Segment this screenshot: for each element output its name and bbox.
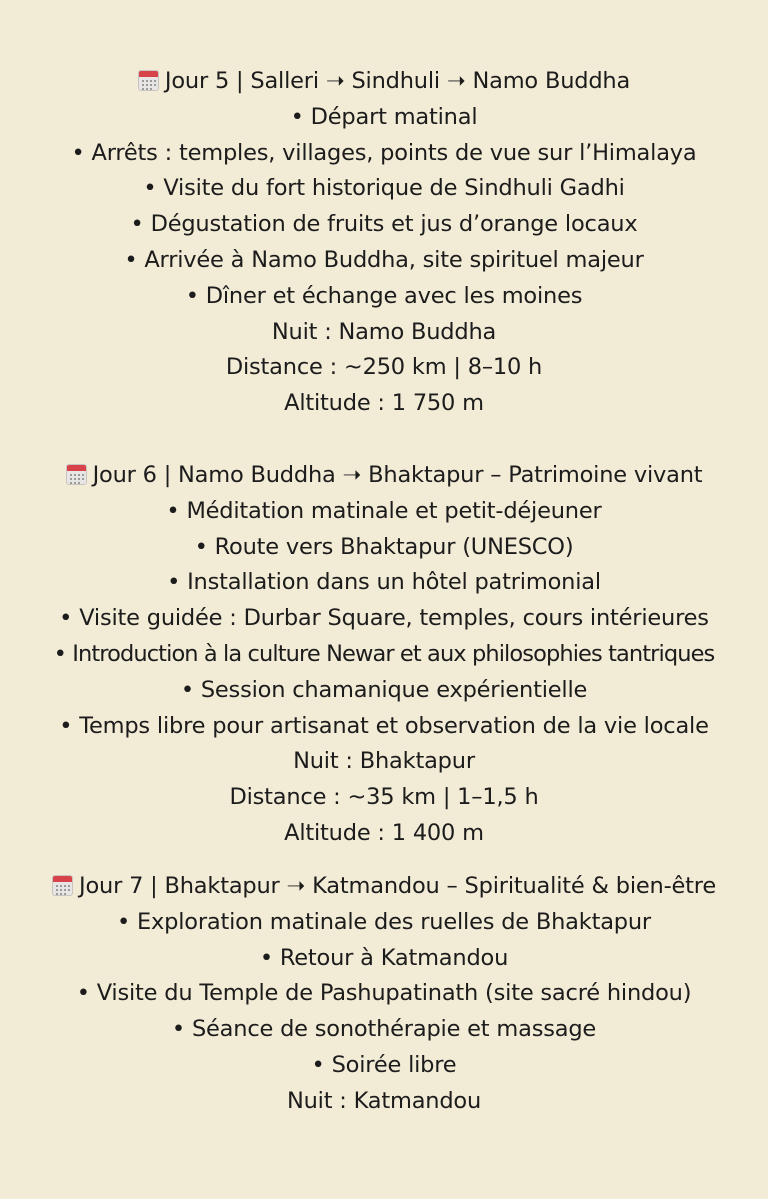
calendar-icon (138, 70, 159, 91)
day-5-title (0, 64, 768, 100)
day-5-altitude: Altitude : 1 750 m (284, 390, 484, 417)
day-5-section (0, 64, 768, 422)
day-7-title-text: Jour 7 | Bhaktapur ➝ Katmandou – Spiritualité & bien-être (79, 873, 716, 899)
day-5-distance: Distance : ~250 km | 8–10 h (225, 354, 543, 381)
day-5-night: Nuit : Namo Buddha (271, 318, 497, 345)
day-7-night: Nuit : Katmandou (286, 1087, 482, 1114)
day-6-section (0, 458, 768, 852)
day-7-bullet-1: • Exploration matinale des ruelles de Bhaktapur (117, 908, 651, 935)
day-6-bullet-7: • Temps libre pour artisanat et observation de la vie locale (59, 712, 709, 739)
day-6-distance: Distance : ~35 km | 1–1,5 h (229, 784, 539, 811)
day-7-bullet-5: • Soirée libre (311, 1051, 457, 1078)
day-6-bullet-1: • Méditation matinale et petit-déjeuner (166, 497, 602, 524)
day-5-bullet-1: • Départ matinal (290, 103, 478, 130)
calendar-icon (66, 464, 87, 485)
day-5-bullet-6: • Dîner et échange avec les moines (185, 282, 583, 309)
day-5-bullet-5: • Arrivée à Namo Buddha, site spirituel majeur (124, 246, 644, 273)
day-5-bullet-3: • Visite du fort historique de Sindhuli Gadhi (143, 175, 625, 202)
day-6-bullet-6: • Session chamanique expérientielle (180, 676, 588, 703)
day-6-night: Nuit : Bhaktapur (293, 748, 475, 775)
day-7-title (0, 869, 768, 905)
day-6-bullet-2: • Route vers Bhaktapur (UNESCO) (194, 533, 574, 560)
day-6-bullet-3: • Installation dans un hôtel patrimonial (167, 569, 601, 596)
day-7-bullet-4: • Séance de sonothérapie et massage (171, 1016, 597, 1043)
day-6-bullet-4: • Visite guidée : Durbar Square, temples, cours intérieures (59, 605, 709, 632)
day-6-title-text: Jour 6 | Namo Buddha ➝ Bhaktapur – Patrimoine vivant (92, 462, 703, 488)
day-7-bullet-3: • Visite du Temple de Pashupatinath (site sacré hindou) (76, 980, 692, 1007)
day-7-bullet-2: • Retour à Katmandou (259, 944, 509, 971)
calendar-icon (52, 875, 73, 896)
day-6-altitude: Altitude : 1 400 m (284, 819, 484, 846)
day-6-bullet-5: • Introduction à la culture Newar et aux philosophies tantriques (53, 640, 715, 667)
day-7-section (0, 869, 768, 1120)
day-6-title (0, 458, 768, 494)
day-5-bullet-4: • Dégustation de fruits et jus d’orange locaux (130, 211, 638, 238)
day-5-bullet-2: • Arrêts : temples, villages, points de vue sur l’Himalaya (71, 139, 697, 166)
day-5-title-text: Jour 5 | Salleri ➝ Sindhuli ➝ Namo Buddha (164, 68, 631, 94)
